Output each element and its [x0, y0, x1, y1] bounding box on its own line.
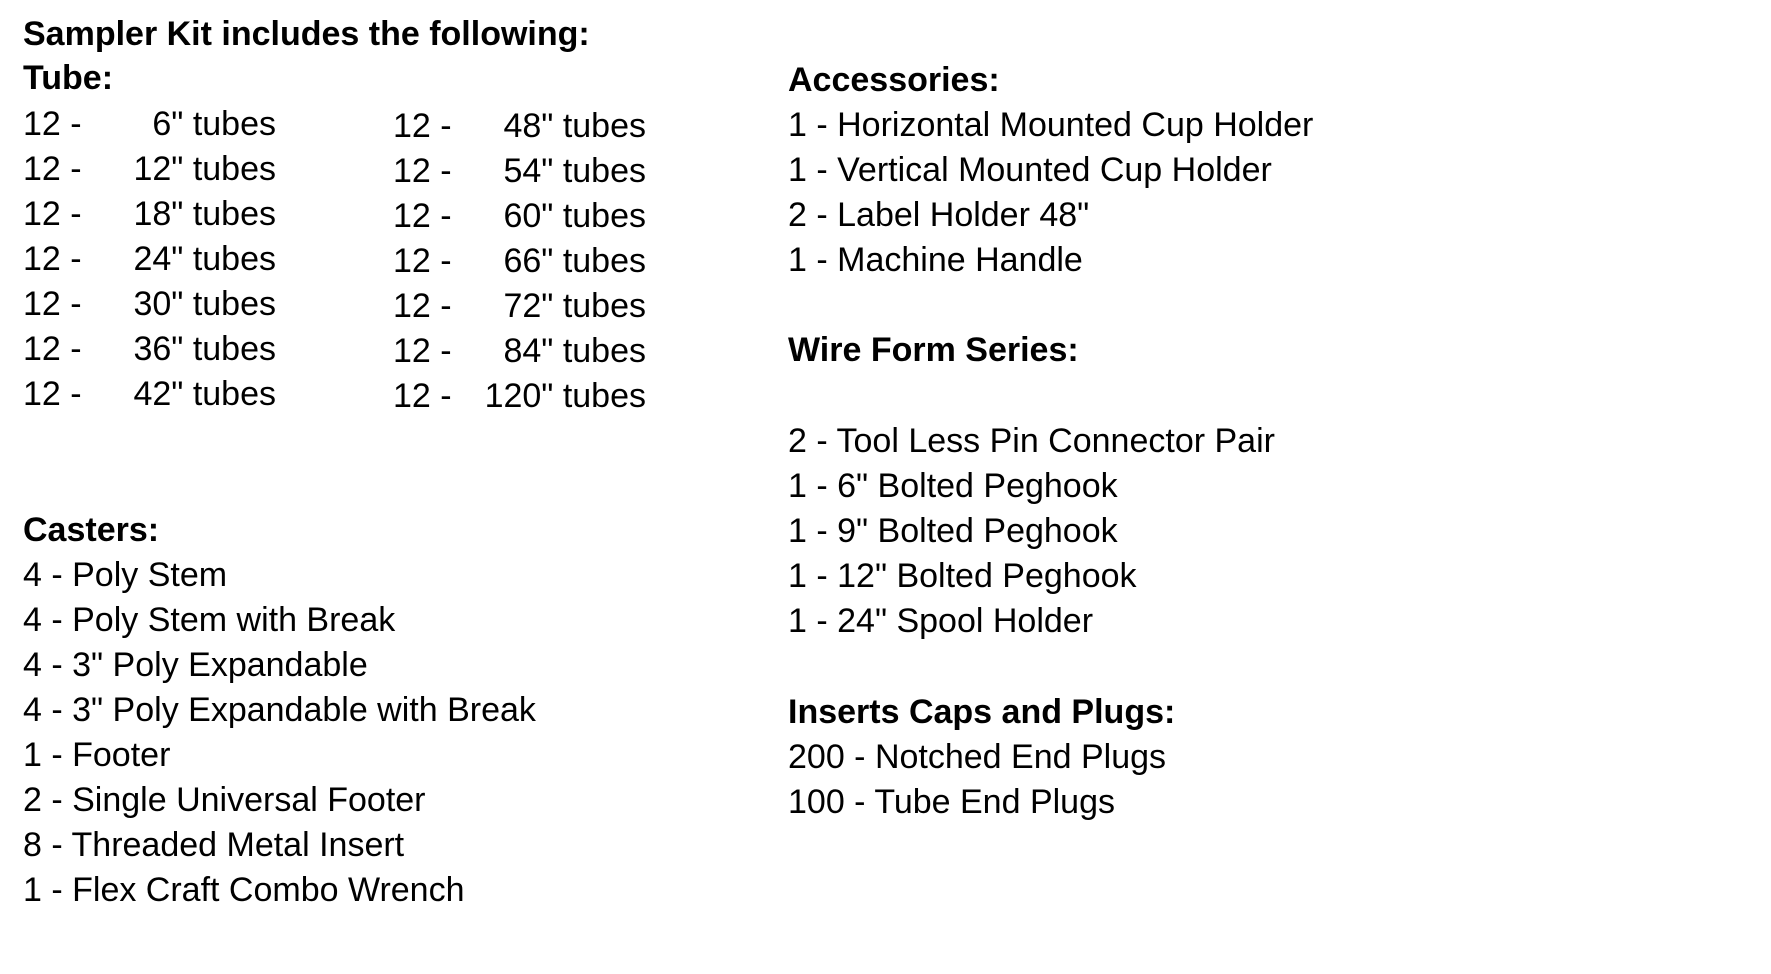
list-item: 2 - Label Holder 48"	[788, 196, 1090, 234]
tube-heading: Tube:	[23, 59, 114, 97]
tube-qty: 12 -	[393, 287, 452, 325]
tube-qty: 12 -	[23, 285, 82, 323]
list-item: 8 - Threaded Metal Insert	[23, 826, 405, 864]
tube-size: 12" tubes	[133, 150, 276, 188]
list-item: 1 - 6" Bolted Peghook	[788, 467, 1118, 505]
tube-size: 120" tubes	[484, 377, 646, 415]
tube-size: 66" tubes	[503, 242, 646, 280]
tube-size: 54" tubes	[503, 152, 646, 190]
tube-size: 48" tubes	[503, 107, 646, 145]
casters-heading: Casters:	[23, 511, 160, 549]
list-item: 1 - Footer	[23, 736, 171, 774]
list-item: 1 - 24" Spool Holder	[788, 602, 1094, 640]
tube-size: 42" tubes	[133, 375, 276, 413]
tube-qty: 12 -	[393, 332, 452, 370]
list-item: 1 - Machine Handle	[788, 241, 1083, 279]
inserts-heading: Inserts Caps and Plugs:	[788, 693, 1176, 731]
tube-qty: 12 -	[23, 105, 82, 143]
tube-size: 36" tubes	[133, 330, 276, 368]
tube-size: 72" tubes	[503, 287, 646, 325]
tube-qty: 12 -	[23, 375, 82, 413]
list-item: 1 - Flex Craft Combo Wrench	[23, 871, 465, 909]
list-item: 4 - 3" Poly Expandable	[23, 646, 368, 684]
list-item: 1 - 12" Bolted Peghook	[788, 557, 1137, 595]
list-item: 100 - Tube End Plugs	[788, 783, 1116, 821]
list-item: 1 - Vertical Mounted Cup Holder	[788, 151, 1272, 189]
list-item: 1 - Horizontal Mounted Cup Holder	[788, 106, 1314, 144]
tube-size: 30" tubes	[133, 285, 276, 323]
tube-qty: 12 -	[393, 377, 452, 415]
tube-qty: 12 -	[23, 195, 82, 233]
list-item: 200 - Notched End Plugs	[788, 738, 1167, 776]
tube-size: 24" tubes	[133, 240, 276, 278]
tube-size: 60" tubes	[503, 197, 646, 235]
list-item: 2 - Single Universal Footer	[23, 781, 426, 819]
tube-qty: 12 -	[23, 240, 82, 278]
page-title: Sampler Kit includes the following:	[23, 15, 590, 53]
tube-size: 6" tubes	[152, 105, 276, 143]
tube-size: 18" tubes	[133, 195, 276, 233]
tube-size: 84" tubes	[503, 332, 646, 370]
tube-qty: 12 -	[393, 197, 452, 235]
tube-qty: 12 -	[393, 107, 452, 145]
accessories-heading: Accessories:	[788, 61, 1000, 99]
wire-form-heading: Wire Form Series:	[788, 331, 1079, 369]
tube-qty: 12 -	[23, 330, 82, 368]
tube-qty: 12 -	[393, 152, 452, 190]
list-item: 4 - 3" Poly Expandable with Break	[23, 691, 536, 729]
list-item: 4 - Poly Stem with Break	[23, 601, 396, 639]
list-item: 4 - Poly Stem	[23, 556, 228, 594]
list-item: 2 - Tool Less Pin Connector Pair	[788, 422, 1275, 460]
tube-qty: 12 -	[23, 150, 82, 188]
tube-qty: 12 -	[393, 242, 452, 280]
list-item: 1 - 9" Bolted Peghook	[788, 512, 1118, 550]
